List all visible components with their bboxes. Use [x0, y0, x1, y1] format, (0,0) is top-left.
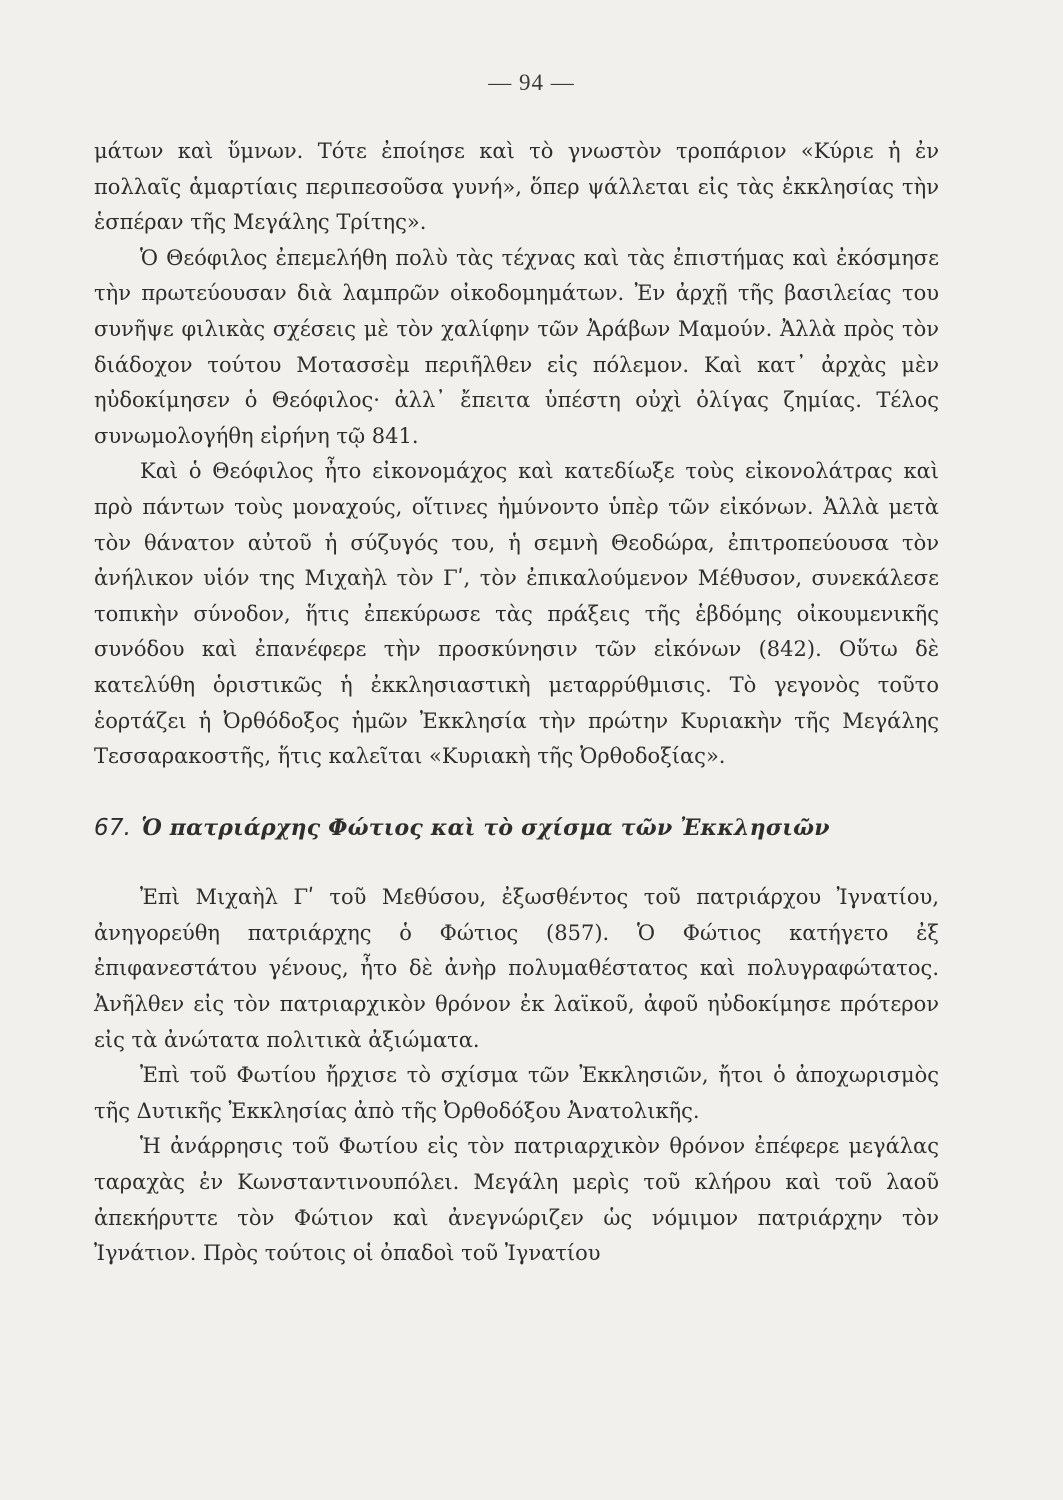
- page-number: — 94 —: [488, 70, 575, 95]
- paragraph-photios-intro: Ἐπὶ Μιχαὴλ Γʹ τοῦ Μεθύσου, ἐξωσθέντος τοῦ πατριάρχου Ἰγνατίου, ἀνηγορεύθη πατριάρχης ὁ Φώτιος (857). Ὁ Φώτιος κατήγετο ἐξ ἐπιφανεστάτου γένους, ἦτο δὲ ἀνὴρ πολυμαθέστατος καὶ πολυγραφώτατος. Ἀνῆλθεν εἰς τὸν πατριαρχικὸν θρόνον ἐκ λαϊκοῦ, ἀφοῦ ηὐδοκίμησε πρότερον εἰς τὰ ἀνώτατα πολιτικὰ ἀξιώματα.: [94, 885, 939, 1052]
- paragraph-theophilos-iconoclasm: Καὶ ὁ Θεόφιλος ἦτο εἰκονομάχος καὶ κατεδίωξε τοὺς εἰκονολάτρας καὶ πρὸ πάντων τοὺς μοναχούς, οἵτινες ἠμύνοντο ὑπὲρ τῶν εἰκόνων. Ἀλλὰ μετὰ τὸν θάνατον αὐτοῦ ἡ σύζυγός του, ἡ σεμνὴ Θεοδώρα, ἐπιτροπεύουσα τὸν ἀνήλικον υἱόν της Μιχαὴλ τὸν Γʹ, τὸν ἐπικαλούμενον Μέθυσον, συνεκάλεσε τοπικὴν σύνοδον, ἥτις ἐπεκύρωσε τὰς πράξεις τῆς ἑβδόμης οἰκουμενικῆς συνόδου καὶ ἐπανέφερε τὴν προσκύνησιν τῶν εἰκόνων (842). Οὕτω δὲ κατελύθη ὁριστικῶς ἡ ἐκκλησιαστικὴ μεταρρύθμισις. Τὸ γεγονὸς τοῦτο ἑορτάζει ἡ Ὀρθόδοξος ἡμῶν Ἐκκλησία τὴν πρώτην Κυριακὴν τῆς Μεγάλης Τεσσαρακοστῆς, ἥτις καλεῖται «Κυριακὴ τῆς Ὀρθοδοξίας».: [94, 459, 939, 769]
- section-title: Ὁ πατριάρχης Φώτιος καὶ τὸ σχίσμα τῶν Ἐκκλησιῶν: [141, 814, 830, 841]
- page-body: [94, 134, 939, 1272]
- paragraph-schism: Ἐπὶ τοῦ Φωτίου ἤρχισε τὸ σχίσμα τῶν Ἐκκλησιῶν, ἤτοι ὁ ἀποχωρισμὸς τῆς Δυτικῆς Ἐκκλησίας ἀπὸ τῆς Ὀρθοδόξου Ἀνατολικῆς.: [94, 1063, 939, 1123]
- paragraph-continuation: μάτων καὶ ὕμνων. Τότε ἐποίησε καὶ τὸ γνωστὸν τροπάριον «Κύριε ἡ ἐν πολλαῖς ἁμαρτίαις περιπεσοῦσα γυνή», ὅπερ ψάλλεται εἰς τὰς ἐκκλησίας τὴν ἑσπέραν τῆς Μεγάλης Τρίτης».: [94, 139, 939, 235]
- paragraph-theophilos-arts: Ὁ Θεόφιλος ἐπεμελήθη πολὺ τὰς τέχνας καὶ τὰς ἐπιστήμας καὶ ἐκόσμησε τὴν πρωτεύουσαν διὰ λαμπρῶν οἰκοδομημάτων. Ἐν ἀρχῇ τῆς βασιλείας του συνῆψε φιλικὰς σχέσεις μὲ τὸν χαλίφην τῶν Ἀράβων Μαμούν. Ἀλλὰ πρὸς τὸν διάδοχον τούτου Μοτασσὲμ περιῆλθεν εἰς πόλεμον. Καὶ κατ᾽ ἀρχὰς μὲν ηὐδοκίμησεν ὁ Θεόφιλος· ἀλλ᾽ ἔπειτα ὑπέστη οὐχὶ ὀλίγας ζημίας. Τέλος συνωμολογήθη εἰρήνη τῷ 841.: [94, 245, 939, 448]
- section-heading: [94, 811, 939, 847]
- section-number: 67.: [94, 814, 132, 841]
- paragraph-turmoil: Ἡ ἀνάρρησις τοῦ Φωτίου εἰς τὸν πατριαρχικὸν θρόνον ἐπέφερε μεγάλας ταραχὰς ἐν Κωνσταντινουπόλει. Μεγάλη μερὶς τοῦ κλήρου καὶ τοῦ λαοῦ ἀπεκήρυττε τὸν Φώτιον καὶ ἀνεγνώριζεν ὡς νόμιμον πατριάρχην τὸν Ἰγνάτιον. Πρὸς τούτοις οἱ ὀπαδοὶ τοῦ Ἰγνατίου: [94, 1134, 939, 1266]
